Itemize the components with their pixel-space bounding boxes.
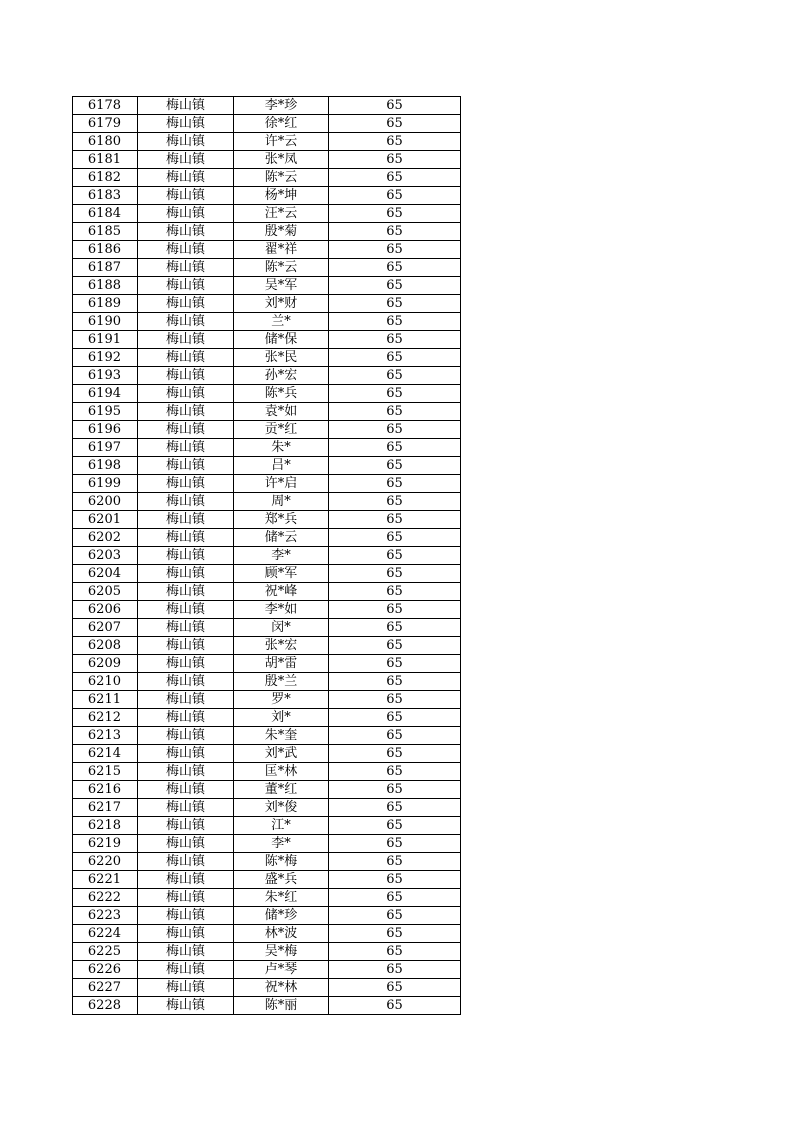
table-row bbox=[73, 817, 461, 835]
cell-town: 梅山镇 bbox=[138, 331, 234, 349]
cell-serial-number: 6184 bbox=[73, 205, 138, 223]
table-row bbox=[73, 205, 461, 223]
cell-amount: 65 bbox=[329, 421, 461, 439]
table-row bbox=[73, 907, 461, 925]
cell-serial-number: 6214 bbox=[73, 745, 138, 763]
data-table bbox=[72, 96, 461, 1015]
cell-town: 梅山镇 bbox=[138, 511, 234, 529]
cell-amount: 65 bbox=[329, 493, 461, 511]
cell-town: 梅山镇 bbox=[138, 673, 234, 691]
cell-town: 梅山镇 bbox=[138, 601, 234, 619]
cell-serial-number: 6196 bbox=[73, 421, 138, 439]
cell-town: 梅山镇 bbox=[138, 205, 234, 223]
table-row bbox=[73, 241, 461, 259]
cell-name: 张*民 bbox=[234, 349, 329, 367]
cell-amount: 65 bbox=[329, 889, 461, 907]
cell-amount: 65 bbox=[329, 961, 461, 979]
cell-name: 储*珍 bbox=[234, 907, 329, 925]
cell-serial-number: 6206 bbox=[73, 601, 138, 619]
cell-name: 孙*宏 bbox=[234, 367, 329, 385]
cell-serial-number: 6203 bbox=[73, 547, 138, 565]
cell-amount: 65 bbox=[329, 817, 461, 835]
table-row bbox=[73, 313, 461, 331]
cell-name: 董*红 bbox=[234, 781, 329, 799]
cell-serial-number: 6186 bbox=[73, 241, 138, 259]
table-body bbox=[73, 97, 461, 1015]
cell-town: 梅山镇 bbox=[138, 133, 234, 151]
cell-serial-number: 6195 bbox=[73, 403, 138, 421]
cell-name: 刘* bbox=[234, 709, 329, 727]
cell-town: 梅山镇 bbox=[138, 385, 234, 403]
cell-serial-number: 6210 bbox=[73, 673, 138, 691]
cell-town: 梅山镇 bbox=[138, 583, 234, 601]
cell-town: 梅山镇 bbox=[138, 871, 234, 889]
cell-serial-number: 6200 bbox=[73, 493, 138, 511]
cell-name: 殷*菊 bbox=[234, 223, 329, 241]
cell-name: 储*云 bbox=[234, 529, 329, 547]
table-row bbox=[73, 385, 461, 403]
cell-serial-number: 6187 bbox=[73, 259, 138, 277]
cell-amount: 65 bbox=[329, 529, 461, 547]
table-row bbox=[73, 223, 461, 241]
cell-town: 梅山镇 bbox=[138, 619, 234, 637]
cell-name: 陈*兵 bbox=[234, 385, 329, 403]
cell-town: 梅山镇 bbox=[138, 655, 234, 673]
table-row bbox=[73, 691, 461, 709]
cell-serial-number: 6213 bbox=[73, 727, 138, 745]
cell-serial-number: 6211 bbox=[73, 691, 138, 709]
cell-amount: 65 bbox=[329, 655, 461, 673]
cell-name: 盛*兵 bbox=[234, 871, 329, 889]
cell-amount: 65 bbox=[329, 763, 461, 781]
cell-amount: 65 bbox=[329, 187, 461, 205]
cell-town: 梅山镇 bbox=[138, 817, 234, 835]
cell-serial-number: 6207 bbox=[73, 619, 138, 637]
cell-town: 梅山镇 bbox=[138, 853, 234, 871]
cell-name: 李*珍 bbox=[234, 97, 329, 115]
cell-amount: 65 bbox=[329, 709, 461, 727]
table-row bbox=[73, 745, 461, 763]
cell-town: 梅山镇 bbox=[138, 997, 234, 1015]
cell-name: 胡*雷 bbox=[234, 655, 329, 673]
table-row bbox=[73, 637, 461, 655]
cell-amount: 65 bbox=[329, 385, 461, 403]
table-row bbox=[73, 655, 461, 673]
cell-name: 吕* bbox=[234, 457, 329, 475]
cell-serial-number: 6212 bbox=[73, 709, 138, 727]
table-row bbox=[73, 565, 461, 583]
cell-amount: 65 bbox=[329, 241, 461, 259]
table-row bbox=[73, 781, 461, 799]
cell-serial-number: 6215 bbox=[73, 763, 138, 781]
cell-serial-number: 6222 bbox=[73, 889, 138, 907]
cell-name: 刘*俊 bbox=[234, 799, 329, 817]
cell-amount: 65 bbox=[329, 943, 461, 961]
cell-serial-number: 6217 bbox=[73, 799, 138, 817]
cell-serial-number: 6191 bbox=[73, 331, 138, 349]
table-row bbox=[73, 133, 461, 151]
cell-amount: 65 bbox=[329, 349, 461, 367]
cell-town: 梅山镇 bbox=[138, 295, 234, 313]
cell-amount: 65 bbox=[329, 313, 461, 331]
table-row bbox=[73, 97, 461, 115]
cell-serial-number: 6193 bbox=[73, 367, 138, 385]
cell-town: 梅山镇 bbox=[138, 439, 234, 457]
table-row bbox=[73, 547, 461, 565]
cell-name: 朱* bbox=[234, 439, 329, 457]
cell-name: 罗* bbox=[234, 691, 329, 709]
table-row bbox=[73, 331, 461, 349]
cell-name: 徐*红 bbox=[234, 115, 329, 133]
table-row bbox=[73, 997, 461, 1015]
cell-amount: 65 bbox=[329, 547, 461, 565]
cell-amount: 65 bbox=[329, 367, 461, 385]
table-row bbox=[73, 277, 461, 295]
table-row bbox=[73, 349, 461, 367]
cell-town: 梅山镇 bbox=[138, 151, 234, 169]
table-row bbox=[73, 403, 461, 421]
cell-name: 吴*梅 bbox=[234, 943, 329, 961]
cell-name: 匡*林 bbox=[234, 763, 329, 781]
table-row bbox=[73, 583, 461, 601]
cell-name: 袁*如 bbox=[234, 403, 329, 421]
cell-amount: 65 bbox=[329, 511, 461, 529]
cell-serial-number: 6179 bbox=[73, 115, 138, 133]
cell-serial-number: 6205 bbox=[73, 583, 138, 601]
cell-town: 梅山镇 bbox=[138, 403, 234, 421]
table-row bbox=[73, 673, 461, 691]
cell-name: 汪*云 bbox=[234, 205, 329, 223]
cell-town: 梅山镇 bbox=[138, 475, 234, 493]
cell-town: 梅山镇 bbox=[138, 349, 234, 367]
cell-town: 梅山镇 bbox=[138, 313, 234, 331]
cell-name: 许*启 bbox=[234, 475, 329, 493]
cell-town: 梅山镇 bbox=[138, 421, 234, 439]
cell-serial-number: 6228 bbox=[73, 997, 138, 1015]
cell-town: 梅山镇 bbox=[138, 187, 234, 205]
cell-name: 陈*云 bbox=[234, 169, 329, 187]
cell-town: 梅山镇 bbox=[138, 979, 234, 997]
cell-name: 朱*奎 bbox=[234, 727, 329, 745]
cell-name: 刘*财 bbox=[234, 295, 329, 313]
cell-amount: 65 bbox=[329, 565, 461, 583]
cell-serial-number: 6190 bbox=[73, 313, 138, 331]
table-row bbox=[73, 709, 461, 727]
table-row bbox=[73, 925, 461, 943]
cell-amount: 65 bbox=[329, 403, 461, 421]
cell-serial-number: 6178 bbox=[73, 97, 138, 115]
cell-serial-number: 6227 bbox=[73, 979, 138, 997]
cell-amount: 65 bbox=[329, 295, 461, 313]
cell-serial-number: 6199 bbox=[73, 475, 138, 493]
cell-town: 梅山镇 bbox=[138, 709, 234, 727]
table-row bbox=[73, 763, 461, 781]
cell-name: 许*云 bbox=[234, 133, 329, 151]
cell-serial-number: 6226 bbox=[73, 961, 138, 979]
cell-town: 梅山镇 bbox=[138, 835, 234, 853]
cell-amount: 65 bbox=[329, 835, 461, 853]
table-row bbox=[73, 529, 461, 547]
cell-town: 梅山镇 bbox=[138, 259, 234, 277]
cell-serial-number: 6198 bbox=[73, 457, 138, 475]
cell-amount: 65 bbox=[329, 619, 461, 637]
cell-amount: 65 bbox=[329, 583, 461, 601]
cell-name: 周* bbox=[234, 493, 329, 511]
table-row bbox=[73, 169, 461, 187]
table-row bbox=[73, 835, 461, 853]
cell-amount: 65 bbox=[329, 115, 461, 133]
cell-town: 梅山镇 bbox=[138, 493, 234, 511]
cell-amount: 65 bbox=[329, 727, 461, 745]
cell-name: 江* bbox=[234, 817, 329, 835]
cell-town: 梅山镇 bbox=[138, 799, 234, 817]
cell-town: 梅山镇 bbox=[138, 547, 234, 565]
cell-serial-number: 6180 bbox=[73, 133, 138, 151]
table-row bbox=[73, 601, 461, 619]
cell-serial-number: 6220 bbox=[73, 853, 138, 871]
cell-name: 卢*琴 bbox=[234, 961, 329, 979]
table-row bbox=[73, 421, 461, 439]
cell-serial-number: 6188 bbox=[73, 277, 138, 295]
table-row bbox=[73, 187, 461, 205]
cell-amount: 65 bbox=[329, 997, 461, 1015]
cell-serial-number: 6181 bbox=[73, 151, 138, 169]
cell-town: 梅山镇 bbox=[138, 457, 234, 475]
cell-serial-number: 6219 bbox=[73, 835, 138, 853]
cell-name: 吴*军 bbox=[234, 277, 329, 295]
cell-town: 梅山镇 bbox=[138, 889, 234, 907]
cell-town: 梅山镇 bbox=[138, 529, 234, 547]
cell-amount: 65 bbox=[329, 205, 461, 223]
cell-name: 陈*梅 bbox=[234, 853, 329, 871]
cell-name: 陈*云 bbox=[234, 259, 329, 277]
table-row bbox=[73, 871, 461, 889]
table-row bbox=[73, 475, 461, 493]
cell-serial-number: 6216 bbox=[73, 781, 138, 799]
cell-name: 李* bbox=[234, 547, 329, 565]
cell-serial-number: 6189 bbox=[73, 295, 138, 313]
table-row bbox=[73, 961, 461, 979]
cell-town: 梅山镇 bbox=[138, 169, 234, 187]
table-row bbox=[73, 115, 461, 133]
cell-serial-number: 6209 bbox=[73, 655, 138, 673]
table-row bbox=[73, 889, 461, 907]
cell-town: 梅山镇 bbox=[138, 241, 234, 259]
cell-amount: 65 bbox=[329, 979, 461, 997]
cell-amount: 65 bbox=[329, 673, 461, 691]
cell-amount: 65 bbox=[329, 781, 461, 799]
table-row bbox=[73, 295, 461, 313]
cell-town: 梅山镇 bbox=[138, 727, 234, 745]
table-row bbox=[73, 367, 461, 385]
cell-town: 梅山镇 bbox=[138, 745, 234, 763]
cell-town: 梅山镇 bbox=[138, 943, 234, 961]
table-row bbox=[73, 943, 461, 961]
cell-name: 张*凤 bbox=[234, 151, 329, 169]
table-row bbox=[73, 853, 461, 871]
table-row bbox=[73, 799, 461, 817]
cell-name: 陈*丽 bbox=[234, 997, 329, 1015]
cell-name: 刘*武 bbox=[234, 745, 329, 763]
cell-amount: 65 bbox=[329, 331, 461, 349]
table-row bbox=[73, 727, 461, 745]
cell-serial-number: 6202 bbox=[73, 529, 138, 547]
cell-amount: 65 bbox=[329, 691, 461, 709]
cell-town: 梅山镇 bbox=[138, 907, 234, 925]
cell-town: 梅山镇 bbox=[138, 925, 234, 943]
cell-name: 朱*红 bbox=[234, 889, 329, 907]
cell-serial-number: 6225 bbox=[73, 943, 138, 961]
cell-town: 梅山镇 bbox=[138, 115, 234, 133]
table-row bbox=[73, 457, 461, 475]
cell-serial-number: 6182 bbox=[73, 169, 138, 187]
cell-name: 李*如 bbox=[234, 601, 329, 619]
cell-name: 杨*坤 bbox=[234, 187, 329, 205]
table-row bbox=[73, 259, 461, 277]
cell-amount: 65 bbox=[329, 169, 461, 187]
cell-amount: 65 bbox=[329, 277, 461, 295]
cell-amount: 65 bbox=[329, 223, 461, 241]
cell-name: 兰* bbox=[234, 313, 329, 331]
cell-serial-number: 6224 bbox=[73, 925, 138, 943]
cell-serial-number: 6197 bbox=[73, 439, 138, 457]
cell-town: 梅山镇 bbox=[138, 961, 234, 979]
table-row bbox=[73, 493, 461, 511]
cell-town: 梅山镇 bbox=[138, 565, 234, 583]
cell-town: 梅山镇 bbox=[138, 97, 234, 115]
cell-serial-number: 6223 bbox=[73, 907, 138, 925]
table-row bbox=[73, 979, 461, 997]
cell-name: 祝*林 bbox=[234, 979, 329, 997]
cell-serial-number: 6194 bbox=[73, 385, 138, 403]
cell-name: 张*宏 bbox=[234, 637, 329, 655]
cell-name: 翟*祥 bbox=[234, 241, 329, 259]
cell-serial-number: 6221 bbox=[73, 871, 138, 889]
cell-name: 储*保 bbox=[234, 331, 329, 349]
cell-town: 梅山镇 bbox=[138, 763, 234, 781]
cell-town: 梅山镇 bbox=[138, 691, 234, 709]
cell-serial-number: 6208 bbox=[73, 637, 138, 655]
cell-amount: 65 bbox=[329, 457, 461, 475]
cell-amount: 65 bbox=[329, 259, 461, 277]
cell-town: 梅山镇 bbox=[138, 223, 234, 241]
cell-name: 闵* bbox=[234, 619, 329, 637]
table-row bbox=[73, 511, 461, 529]
cell-amount: 65 bbox=[329, 151, 461, 169]
cell-town: 梅山镇 bbox=[138, 637, 234, 655]
cell-serial-number: 6218 bbox=[73, 817, 138, 835]
cell-amount: 65 bbox=[329, 475, 461, 493]
cell-amount: 65 bbox=[329, 133, 461, 151]
cell-serial-number: 6201 bbox=[73, 511, 138, 529]
cell-serial-number: 6204 bbox=[73, 565, 138, 583]
cell-amount: 65 bbox=[329, 601, 461, 619]
cell-town: 梅山镇 bbox=[138, 367, 234, 385]
cell-amount: 65 bbox=[329, 907, 461, 925]
cell-town: 梅山镇 bbox=[138, 781, 234, 799]
cell-amount: 65 bbox=[329, 799, 461, 817]
cell-amount: 65 bbox=[329, 439, 461, 457]
cell-name: 祝*峰 bbox=[234, 583, 329, 601]
cell-serial-number: 6192 bbox=[73, 349, 138, 367]
cell-amount: 65 bbox=[329, 871, 461, 889]
cell-name: 殷*兰 bbox=[234, 673, 329, 691]
cell-amount: 65 bbox=[329, 97, 461, 115]
cell-serial-number: 6185 bbox=[73, 223, 138, 241]
table-row bbox=[73, 151, 461, 169]
cell-amount: 65 bbox=[329, 925, 461, 943]
cell-town: 梅山镇 bbox=[138, 277, 234, 295]
cell-name: 顾*军 bbox=[234, 565, 329, 583]
cell-name: 李* bbox=[234, 835, 329, 853]
cell-amount: 65 bbox=[329, 853, 461, 871]
cell-amount: 65 bbox=[329, 745, 461, 763]
cell-name: 贡*红 bbox=[234, 421, 329, 439]
cell-name: 郑*兵 bbox=[234, 511, 329, 529]
table-row bbox=[73, 439, 461, 457]
cell-serial-number: 6183 bbox=[73, 187, 138, 205]
cell-amount: 65 bbox=[329, 637, 461, 655]
table-row bbox=[73, 619, 461, 637]
cell-name: 林*波 bbox=[234, 925, 329, 943]
